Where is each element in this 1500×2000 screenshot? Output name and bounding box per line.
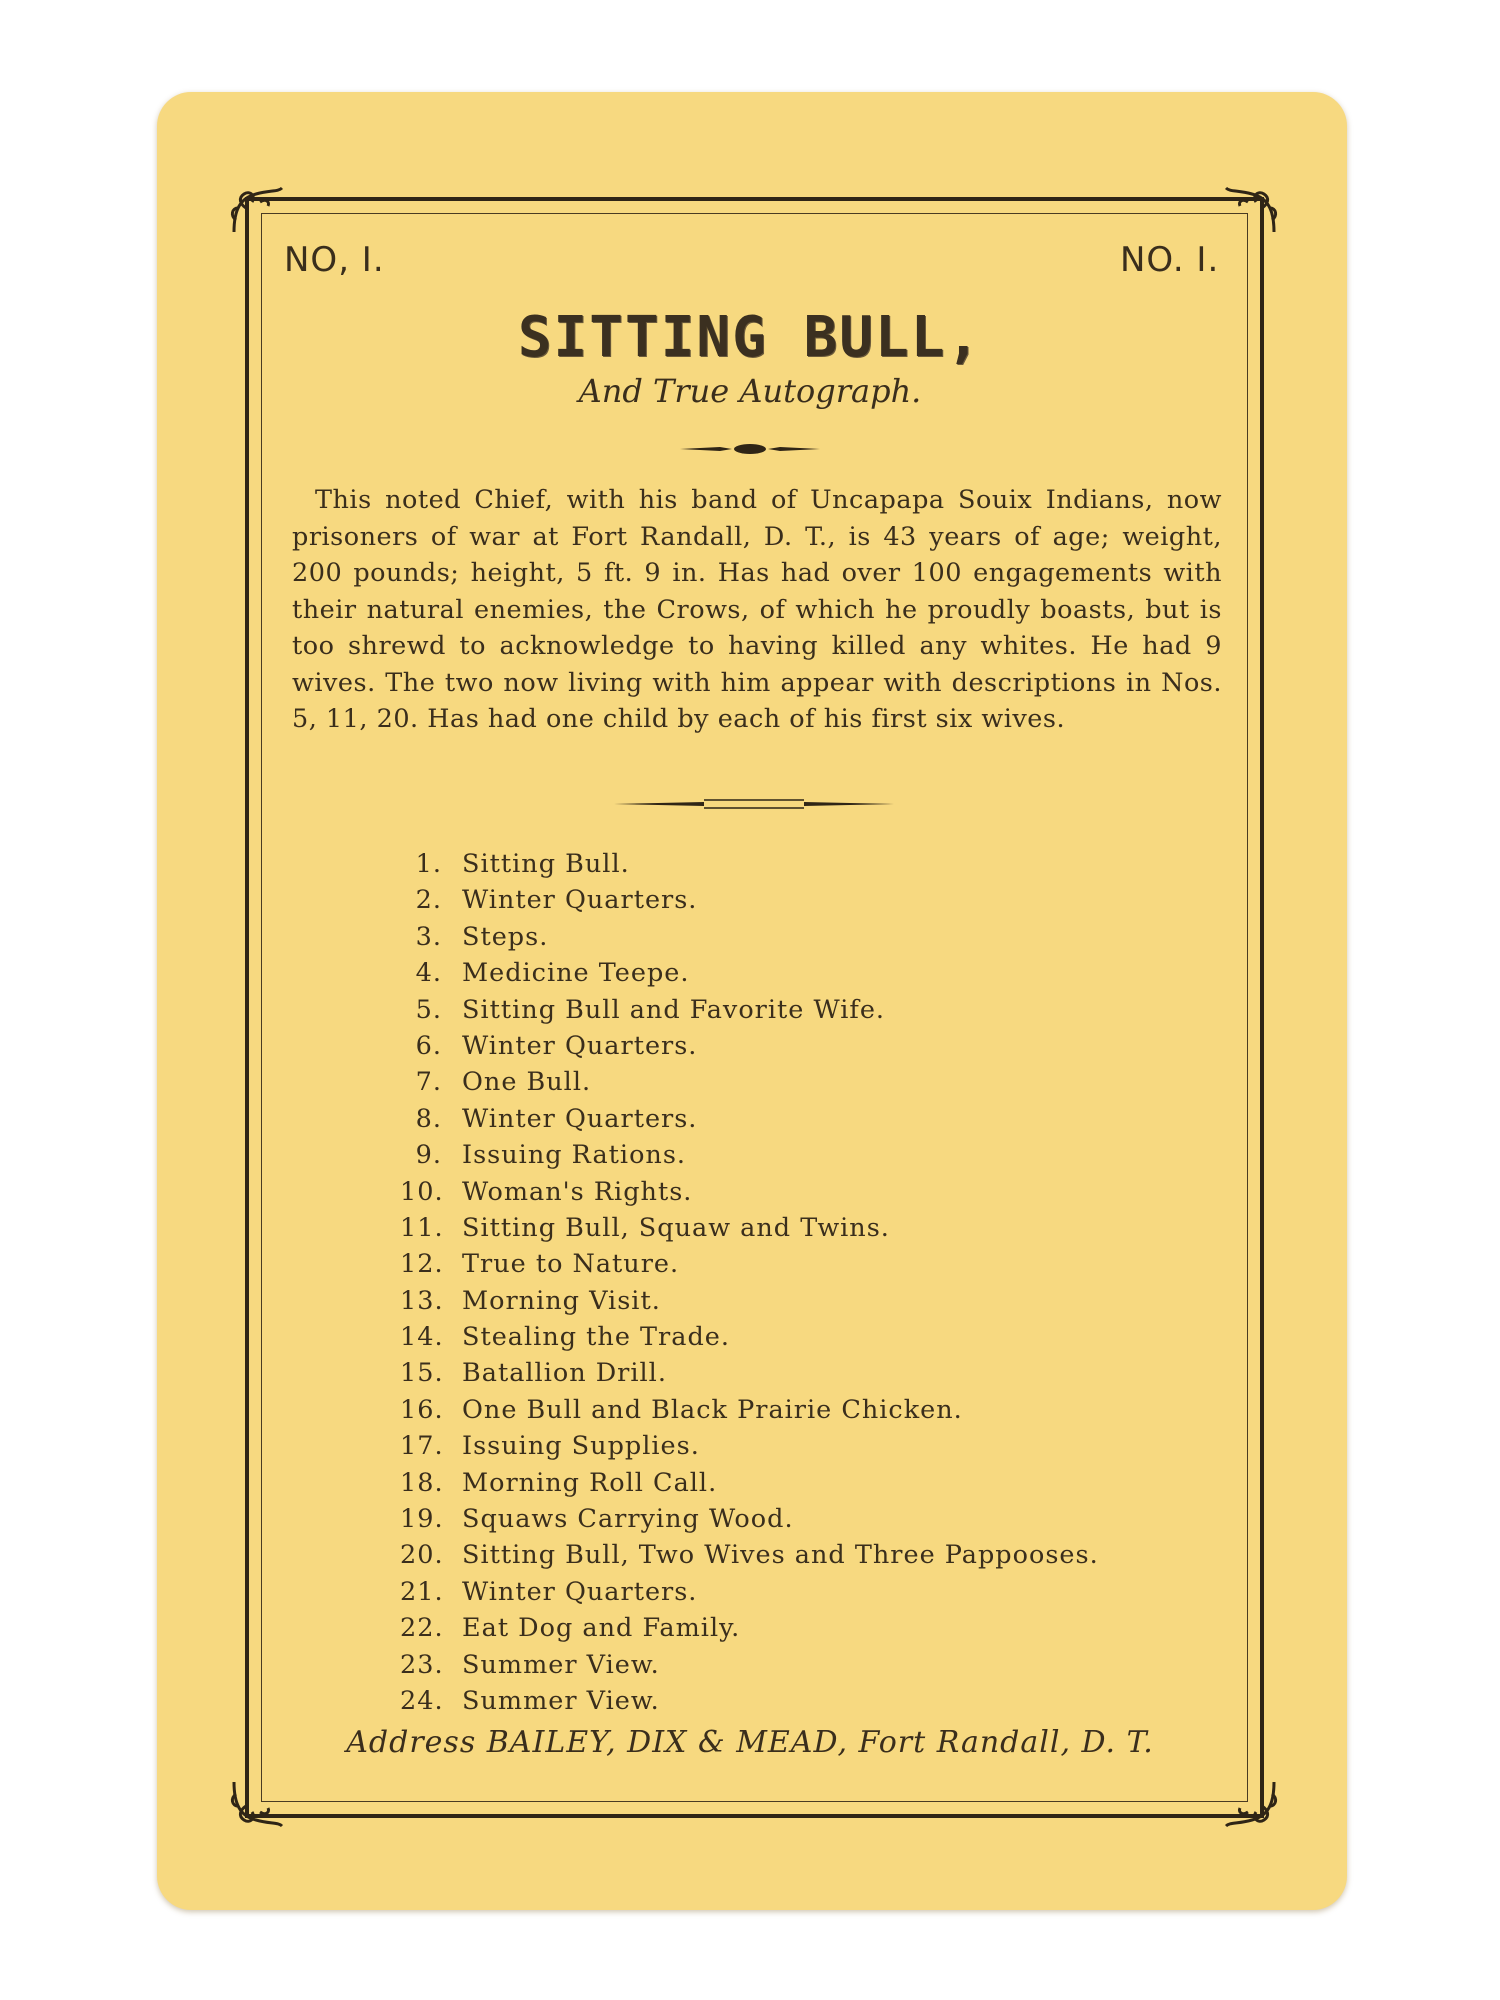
list-item-number: 14. — [400, 1322, 444, 1353]
list-item-number: 1. — [415, 849, 442, 879]
photo-list — [400, 846, 1200, 1719]
list-item — [400, 1574, 1200, 1610]
card-number-right: NO. I. — [1120, 240, 1220, 280]
list-item-text: Morning Visit. — [462, 1285, 661, 1316]
list-item-number: 12. — [400, 1249, 444, 1280]
list-item-number: 3. — [415, 921, 442, 952]
list-item — [400, 1610, 1200, 1646]
list-item-text: Issuing Rations. — [462, 1140, 687, 1171]
list-item — [400, 1355, 1200, 1391]
list-item-text: One Bull and Black Prairie Chicken. — [462, 1394, 963, 1425]
list-item-text: Sitting Bull. — [462, 849, 630, 879]
list-item — [400, 1210, 1200, 1246]
list-item — [400, 1101, 1200, 1137]
list-item — [400, 1647, 1200, 1683]
list-item — [400, 1283, 1200, 1319]
list-item-number: 16. — [400, 1394, 444, 1425]
list-item-text: Woman's Rights. — [462, 1176, 693, 1207]
divider-ornament — [680, 442, 820, 456]
list-item-number: 18. — [400, 1467, 444, 1498]
card-subtitle: And True Autograph. — [578, 372, 922, 410]
list-item — [400, 955, 1200, 991]
list-item-text: Winter Quarters. — [462, 1030, 698, 1061]
list-item — [400, 846, 1200, 882]
list-item-text: Sitting Bull and Favorite Wife. — [462, 994, 886, 1025]
list-item-text: Batallion Drill. — [462, 1358, 667, 1389]
list-item — [400, 1465, 1200, 1501]
list-item — [400, 1392, 1200, 1428]
list-item-number: 22. — [400, 1613, 444, 1644]
list-item — [400, 1537, 1200, 1573]
list-item-number: 20. — [400, 1540, 444, 1571]
list-item-number: 11. — [400, 1212, 444, 1243]
list-item-text: Sitting Bull, Squaw and Twins. — [462, 1212, 890, 1243]
list-item — [400, 882, 1200, 918]
list-item-text: Squaws Carrying Wood. — [462, 1504, 794, 1535]
list-item-text: Winter Quarters. — [462, 1103, 698, 1134]
card-number-left: NO, I. — [284, 240, 385, 280]
list-item-text: Issuing Supplies. — [462, 1431, 700, 1462]
corner-flourish-icon — [1222, 180, 1282, 240]
list-item — [400, 1064, 1200, 1100]
list-item-number: 7. — [415, 1067, 442, 1098]
list-item-number: 19. — [400, 1504, 444, 1535]
list-item-text: Summer View. — [462, 1649, 660, 1680]
card-title: SITTING BULL, — [517, 305, 983, 370]
list-item-text: One Bull. — [462, 1067, 592, 1098]
list-item-text: Steps. — [462, 921, 549, 952]
corner-flourish-icon — [1222, 1774, 1282, 1834]
list-item-text: Medicine Teepe. — [462, 958, 690, 989]
list-item-number: 21. — [400, 1576, 444, 1607]
list-item-number: 17. — [400, 1431, 444, 1462]
list-item-text: Morning Roll Call. — [462, 1467, 718, 1498]
list-item — [400, 1501, 1200, 1537]
list-item-text: Stealing the Trade. — [462, 1322, 730, 1353]
list-item — [400, 1319, 1200, 1355]
publisher-address: Address BAILEY, DIX & MEAD, Fort Randall, D. T. — [346, 1725, 1154, 1760]
description-text: This noted Chief, with his band of Uncapapa Souix Indians, now prisoners of war at Fort Randall, D. T., is 43 years of age; weight, 200 pounds; height, 5 ft. 9 in. Has had over 100 engagements with their natural enemies, the Crows, of which he proudly boasts, but is too shrewd to acknowledge to having killed any whites. He had 9 wives. The two now living with him appear with descriptions in Nos. 5, 11, 20. Has had one child by each of his first six wives. — [292, 485, 1222, 734]
list-item-text: Winter Quarters. — [462, 885, 698, 916]
list-item-number: 9. — [415, 1140, 442, 1171]
list-item-text: Eat Dog and Family. — [462, 1613, 741, 1644]
list-item-number: 15. — [400, 1358, 444, 1389]
list-item-number: 6. — [415, 1030, 442, 1061]
list-item-text: Sitting Bull, Two Wives and Three Pappooses. — [462, 1540, 1099, 1571]
list-item-text: Summer View. — [462, 1685, 660, 1716]
list-item-number: 13. — [400, 1285, 444, 1316]
corner-flourish-icon — [226, 180, 286, 240]
list-item — [400, 1174, 1200, 1210]
list-item — [400, 1246, 1200, 1282]
list-item — [400, 919, 1200, 955]
list-item-number: 23. — [400, 1649, 444, 1680]
list-item-number: 8. — [415, 1103, 442, 1134]
list-item-number: 24. — [400, 1685, 444, 1716]
list-item-text: Winter Quarters. — [462, 1576, 698, 1607]
list-item — [400, 1028, 1200, 1064]
list-item — [400, 1683, 1200, 1719]
list-item-number: 4. — [415, 958, 442, 989]
list-item — [400, 1428, 1200, 1464]
list-item-number: 2. — [415, 885, 442, 916]
corner-flourish-icon — [226, 1774, 286, 1834]
divider-rule — [614, 798, 894, 810]
list-item — [400, 1137, 1200, 1173]
list-item — [400, 992, 1200, 1028]
list-item-text: True to Nature. — [462, 1249, 680, 1280]
list-item-number: 10. — [400, 1176, 444, 1207]
description-paragraph — [292, 482, 1222, 738]
list-item-number: 5. — [415, 994, 442, 1025]
